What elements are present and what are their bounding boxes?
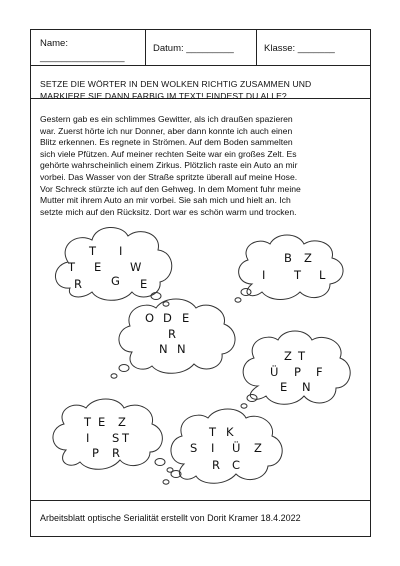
cloud-letter: Z xyxy=(304,251,312,265)
cloud-letter: K xyxy=(226,425,234,439)
cloud-letter: T xyxy=(89,244,97,258)
task-line: SETZE DIE WÖRTER IN DEN WOLKEN RICHTIG ZUSAMMEN UND xyxy=(40,79,312,89)
cloud-letter: E xyxy=(280,380,288,394)
cloud-letter: E xyxy=(94,260,102,274)
cloud-letter: N xyxy=(302,380,311,394)
cloud-letter: C xyxy=(232,458,241,472)
cloud-icon xyxy=(171,409,282,483)
cloud-letter: L xyxy=(319,268,326,282)
cloud-letter: F xyxy=(316,365,323,379)
cloud-letter: Z xyxy=(118,415,126,429)
story-line: vorbei. Das Wasser von der Straße spritzte überall auf meine Hose. xyxy=(40,171,298,182)
cloud-letter: I xyxy=(86,431,90,445)
story-line: Blitz erkennen. Es regnete in Strömen. Auf dem Boden sammelten xyxy=(40,137,293,148)
thought-bubble xyxy=(119,365,129,372)
cloud-letter: P xyxy=(92,446,99,460)
thought-bubble xyxy=(241,404,247,408)
cloud-letter: T xyxy=(84,415,92,429)
name-blank: ________________ xyxy=(40,52,125,63)
date-blank: _________ xyxy=(186,43,234,54)
word-cloud xyxy=(235,235,343,302)
cloud-letter: Ü xyxy=(232,441,241,455)
story-line: Mutter mit ihrem Auto an mir vorbei. Sie sah mich und hielt an. Ich xyxy=(40,195,291,206)
cloud-letter: W xyxy=(130,260,142,274)
cloud-letter: D xyxy=(163,311,172,325)
cloud-letter: E xyxy=(182,311,190,325)
cloud-letter: B xyxy=(284,251,292,265)
cloud-letter: N xyxy=(177,342,186,356)
cloud-letter: P xyxy=(294,365,301,379)
thought-bubble xyxy=(241,289,251,296)
cloud-letter: S xyxy=(190,441,198,455)
class-blank: _______ xyxy=(297,43,335,54)
cloud-letter: R xyxy=(168,327,176,341)
cloud-letter: I xyxy=(262,268,266,282)
cloud-icon xyxy=(239,235,343,300)
footer-credit: Arbeitsblatt optische Serialität erstellt von Dorit Kramer 18.4.2022 xyxy=(40,513,301,523)
date-label: Datum: xyxy=(153,43,184,54)
story-line: setzte mich auf den Rücksitz. Dort war es schön warm und trocken. xyxy=(40,206,297,217)
cloud-icon xyxy=(119,299,235,373)
thought-bubble xyxy=(163,480,169,484)
cloud-letter: R xyxy=(74,277,82,291)
story-line: Gestern gab es ein schlimmes Gewitter, als ich draußen spazieren xyxy=(40,114,293,124)
cloud-letter: T xyxy=(68,260,76,274)
name-label: Name: xyxy=(40,38,68,49)
cloud-letter: G xyxy=(111,274,120,288)
story-line: gehörte wahrscheinlich einem Zirkus. Plötzlich raste ein Auto an mir xyxy=(40,160,298,171)
cloud-letter: R xyxy=(212,458,220,472)
word-cloud xyxy=(111,299,235,378)
word-cloud xyxy=(163,409,282,484)
story-line: sich viele Pfützen. Auf meiner rechten Seite war ein großes Zelt. Es xyxy=(40,148,297,159)
cloud-letter: Z xyxy=(284,349,292,363)
thought-bubble xyxy=(155,459,165,466)
story-line: war. Zuerst hörte ich nur Donner, aber dann konnte ich auch einen xyxy=(40,125,293,136)
cloud-letter: S xyxy=(112,431,120,445)
story-line: Vor Schreck stürzte ich auf den Gehweg. In dem Moment fuhr meine xyxy=(40,183,301,194)
cloud-letter: I xyxy=(211,441,215,455)
cloud-letter: T xyxy=(122,431,130,445)
cloud-icon xyxy=(53,399,162,469)
word-cloud xyxy=(241,331,350,408)
cloud-letter: O xyxy=(145,311,155,325)
thought-bubble xyxy=(235,298,241,302)
thought-bubble xyxy=(163,302,169,306)
cloud-letter: T xyxy=(298,349,306,363)
word-cloud xyxy=(55,227,171,306)
cloud-letter: N xyxy=(159,342,168,356)
cloud-letter: R xyxy=(112,446,120,460)
cloud-letter: E xyxy=(140,277,148,291)
cloud-letter: I xyxy=(119,244,123,258)
thought-bubble xyxy=(151,293,161,300)
cloud-letter: T xyxy=(294,268,302,282)
cloud-letter: E xyxy=(98,415,106,429)
task-line: MARKIERE SIE DANN FARBIG IM TEXT! FINDEST DU ALLE? xyxy=(40,91,287,101)
cloud-letter: Z xyxy=(254,441,262,455)
word-cloud xyxy=(53,399,173,472)
cloud-letter: Ü xyxy=(270,365,279,379)
thought-bubble xyxy=(111,374,117,378)
cloud-letter: T xyxy=(209,425,217,439)
class-label: Klasse: xyxy=(264,43,296,54)
